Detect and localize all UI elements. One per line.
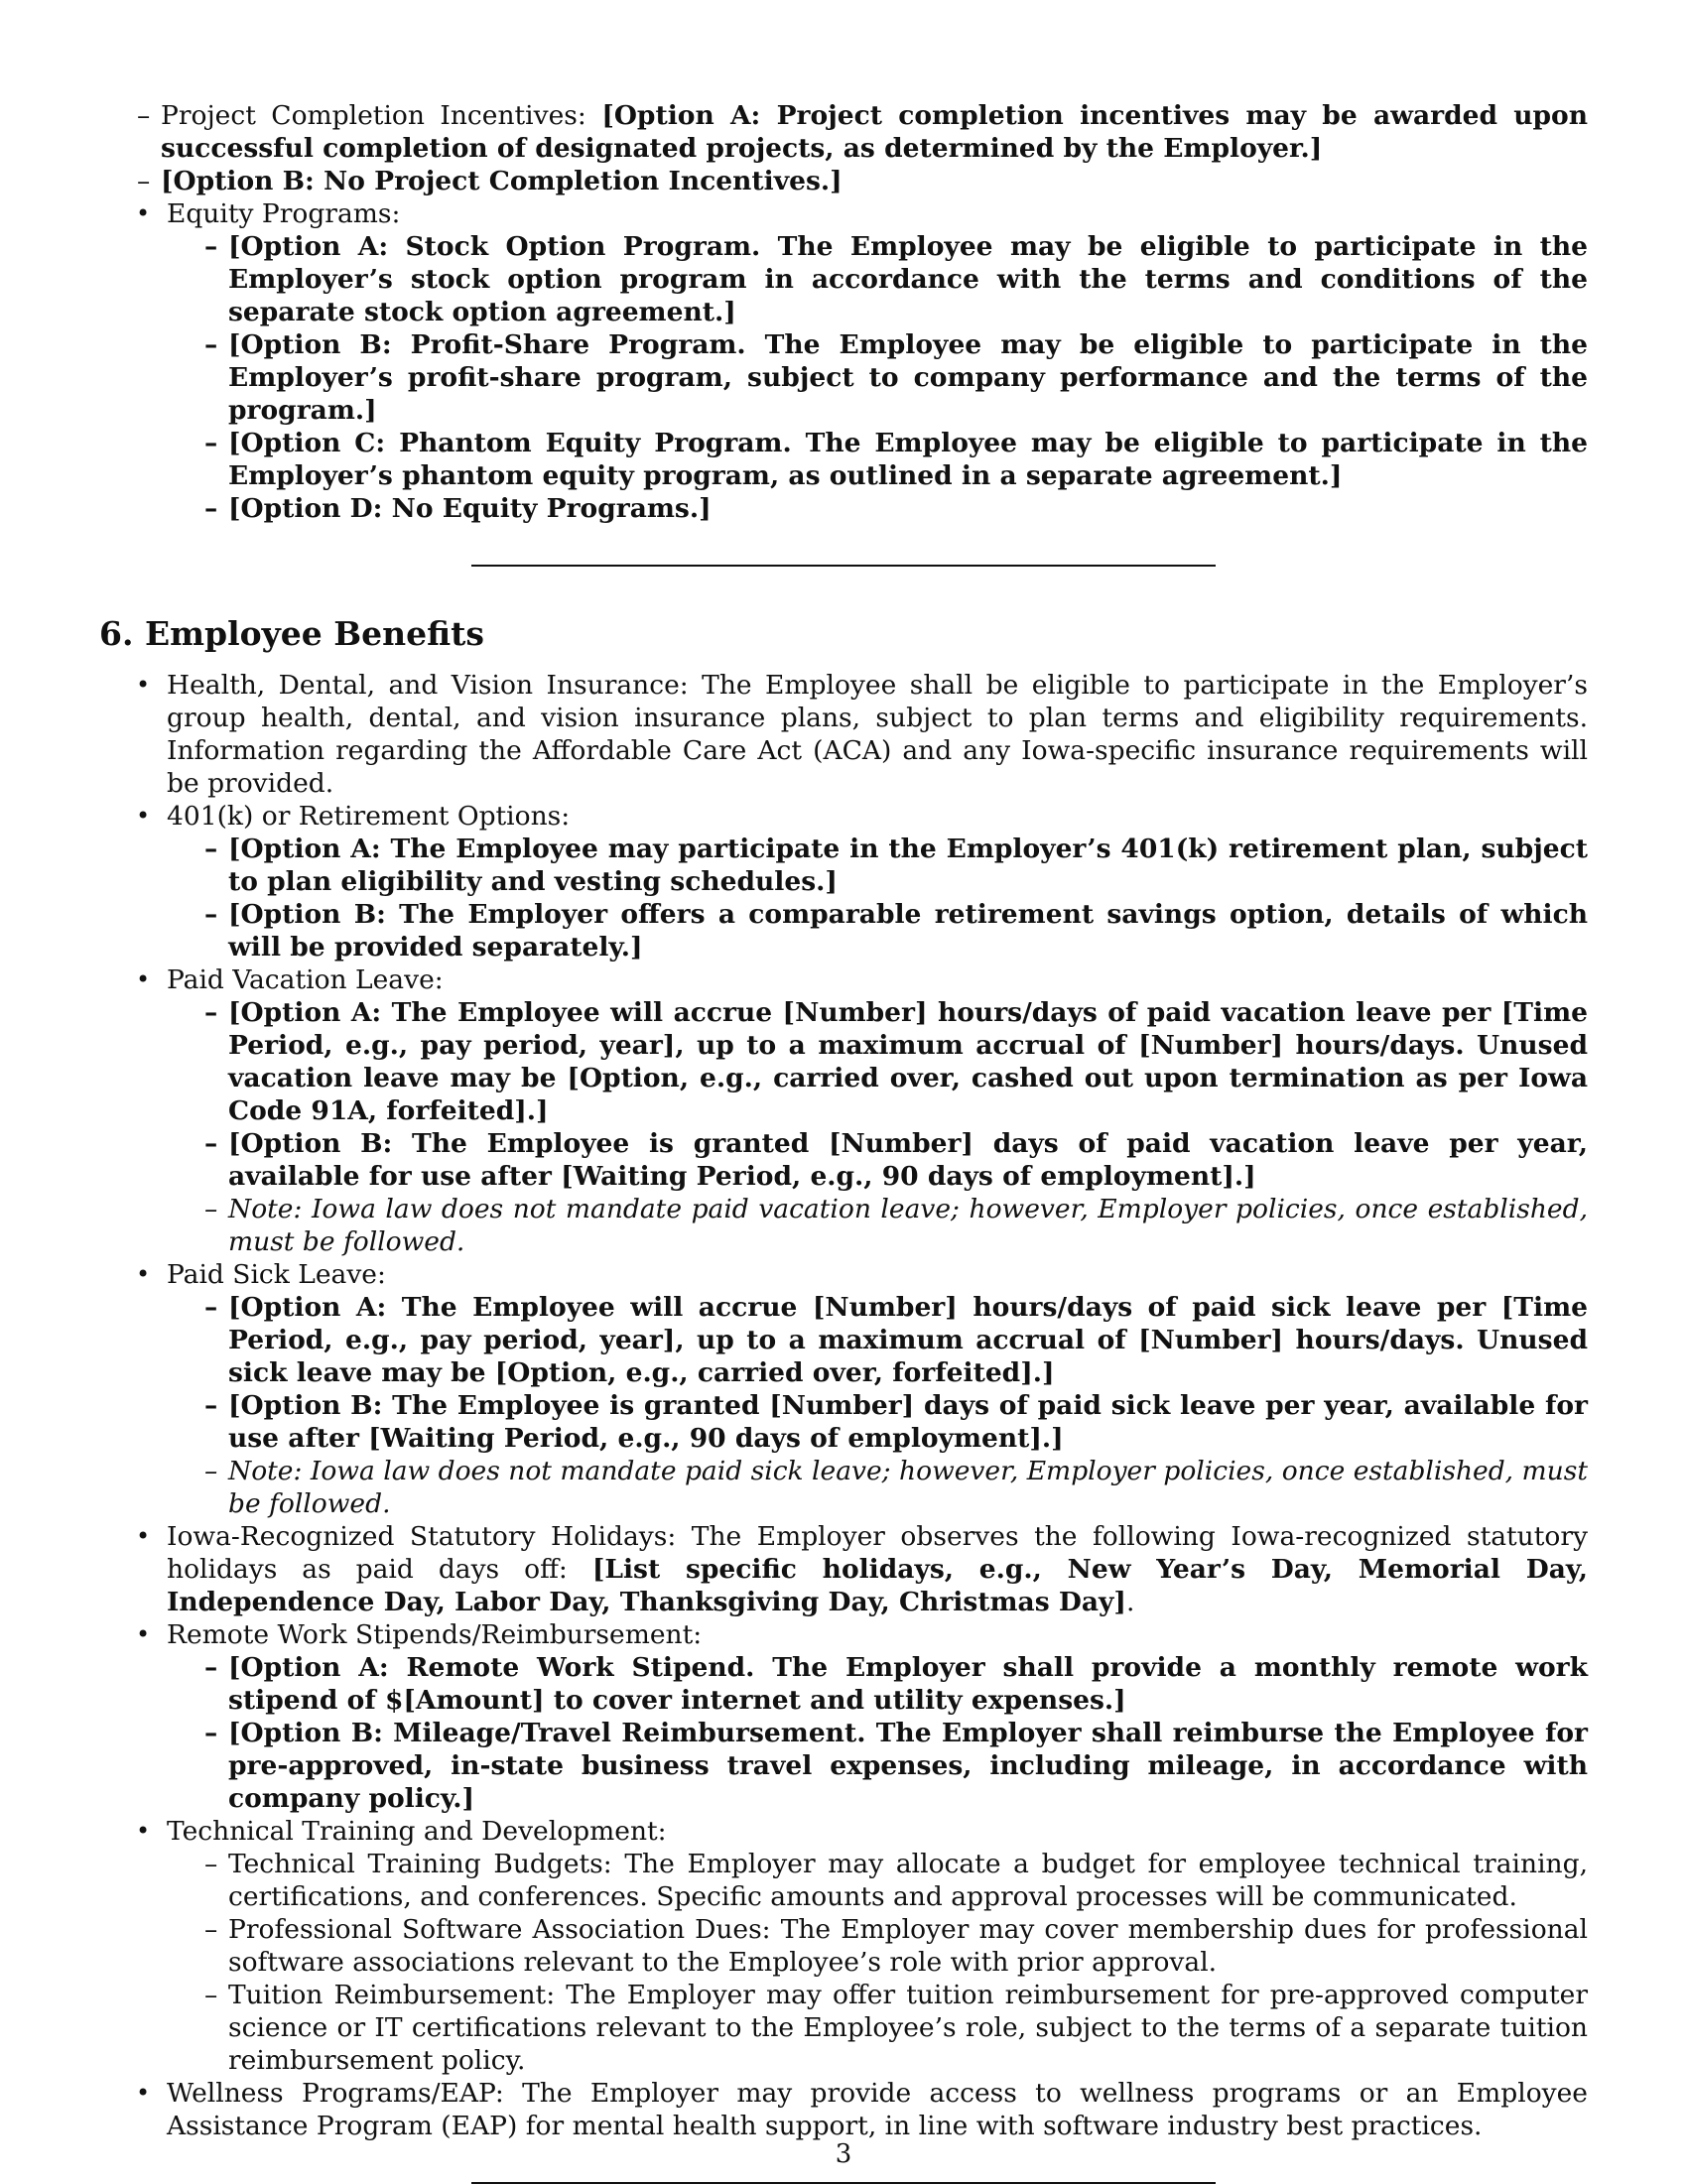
list-item: – Note: Iowa law does not mandate paid vacation leave; however, Employer policies, once established, must be followed. (167, 1193, 1588, 1258)
list-item: – [Option B: Profit-Share Program. The Employee may be eligible to participate in the Employer’s profit-share program, subject to company performance and the terms of the program.] (167, 328, 1588, 427)
page-number: 3 (835, 2139, 852, 2169)
list-item: – [Option B: Mileage/Travel Reimbursement. The Employer shall reimburse the Employee for pre-approved, in-state business travel expenses, including mileage, in accordance with company policy.] (167, 1717, 1588, 1815)
list-item: – [Option B: The Employee is granted [Number] days of paid vacation leave per year, available for use after [Waiting Period, e.g., 90 days of employment].] (167, 1127, 1588, 1193)
list-item: – Professional Software Association Dues: The Employer may cover membership dues for professional software associations relevant to the Employee’s role with prior approval. (167, 1913, 1588, 1979)
section-heading: 6. Employee Benefits (99, 614, 484, 653)
retirement-options (167, 833, 1588, 964)
list-item: • Iowa-Recognized Statutory Holidays: The Employer observes the following Iowa-recognized statutory holidays as paid days off: [List specific holidays, e.g., New Year’s Day, Memorial Day, Independence Day, Labor Day, Thanksgiving Day, Christmas Day]. (99, 1520, 1588, 1618)
list-item: – [Option A: The Employee will accrue [Number] hours/days of paid vacation leave per [Time Period, e.g., pay period, year], up to a maximum accrual of [Number] hours/days. Unused vacation leave may be [Option, e.g., carried over, cashed out upon termination as per Iowa Code 91A, forfeited].] (167, 996, 1588, 1127)
list-item: – [Option B: The Employee is granted [Number] days of paid sick leave per year, available for use after [Waiting Period, e.g., 90 days of employment].] (167, 1389, 1588, 1455)
list-item: • Technical Training and Development: – Technical Training Budgets: The Employer may allocate a budget for employee technical training, certifications, and conferences. Specific amounts and approval processes will be communicated. – Professional Software Association Dues: The Employer may cover membership dues for professional software associations relevant to the Employee’s role with prior approval. – Tuition Reimbursement: The Employer may offer tuition reimbursement for pre-approved computer science or IT certifications relevant to the Employee’s role, subject to the terms of a separate tuition reimbursement policy. (99, 1815, 1588, 2077)
list-item: • Remote Work Stipends/Reimbursement: – [Option A: Remote Work Stipend. The Employer shall provide a monthly remote work stipend of $[Amount] to cover internet and utility expenses.] – [Option B: Mileage/Travel Reimbursement. The Employer shall reimburse the Employee for pre-approved, in-state business travel expenses, including mileage, in accordance with company policy.] (99, 1618, 1588, 1815)
list-item: – Note: Iowa law does not mandate paid sick leave; however, Employer policies, once established, must be followed. (167, 1455, 1588, 1520)
equity-options (167, 230, 1588, 525)
sick-options (167, 1291, 1588, 1520)
list-item: • Wellness Programs/EAP: The Employer may provide access to wellness programs or an Employee Assistance Program (EAP) for mental health support, in line with software industry best practices. (99, 2077, 1588, 2142)
list-item: – [Option A: Stock Option Program. The Employee may be eligible to participate in the Employer’s stock option program in accordance with the terms and conditions of the separate stock option agreement.] (167, 230, 1588, 328)
list-item: – Technical Training Budgets: The Employer may allocate a budget for employee technical training, certifications, and conferences. Specific amounts and approval processes will be communicated. (167, 1848, 1588, 1913)
list-item: • Paid Vacation Leave: – [Option A: The Employee will accrue [Number] hours/days of paid vacation leave per [Time Period, e.g., pay period, year], up to a maximum accrual of [Number] hours/days. Unused vacation leave may be [Option, e.g., carried over, cashed out upon termination as per Iowa Code 91A, forfeited].] – [Option B: The Employee is granted [Number] days of paid vacation leave per year, available for use after [Waiting Period, e.g., 90 days of employment].] – Note: Iowa law does not mandate paid vacation leave; however, Employer policies, once established, must be followed. (99, 964, 1588, 1258)
list-item: – Tuition Reimbursement: The Employer may offer tuition reimbursement for pre-approved computer science or IT certifications relevant to the Employee’s role, subject to the terms of a separate tuition reimbursement policy. (167, 1979, 1588, 2077)
list-item: • Health, Dental, and Vision Insurance: The Employee shall be eligible to participate in the Employer’s group health, dental, and vision insurance plans, subject to plan terms and eligibility requirements. Information regarding the Affordable Care Act (ACA) and any Iowa-specific insurance requirements will be provided. (99, 669, 1588, 800)
list-item: • Paid Sick Leave: – [Option A: The Employee will accrue [Number] hours/days of paid sick leave per [Time Period, e.g., pay period, year], up to a maximum accrual of [Number] hours/days. Unused sick leave may be [Option, e.g., carried over, forfeited].] – [Option B: The Employee is granted [Number] days of paid sick leave per year, available for use after [Waiting Period, e.g., 90 days of employment].] – Note: Iowa law does not mandate paid sick leave; however, Employer policies, once established, must be followed. (99, 1258, 1588, 1520)
page-content (99, 99, 1588, 2184)
vacation-options (167, 996, 1588, 1258)
list-item: – [Option B: No Project Completion Incentives.] (99, 165, 1588, 197)
list-item: – [Option B: The Employer offers a comparable retirement savings option, details of which will be provided separately.] (167, 898, 1588, 964)
list-item: • Equity Programs: – [Option A: Stock Option Program. The Employee may be eligible to participate in the Employer’s stock option program in accordance with the terms and conditions of the separate stock option agreement.] – [Option B: Profit-Share Program. The Employee may be eligible to participate in the Employer’s profit-share program, subject to company performance and the terms of the program.] – [Option C: Phantom Equity Program. The Employee may be eligible to participate in the Employer’s phantom equity program, as outlined in a separate agreement.] – [Option D: No Equity Programs.] (99, 197, 1588, 525)
list-item: – [Option C: Phantom Equity Program. The Employee may be eligible to participate in the Employer’s phantom equity program, as outlined in a separate agreement.] (167, 427, 1588, 492)
training-items (167, 1848, 1588, 2077)
equity-programs-list (99, 197, 1588, 525)
section-divider (471, 565, 1216, 567)
list-item: – [Option A: The Employee may participate in the Employer’s 401(k) retirement plan, subject to plan eligibility and vesting schedules.] (167, 833, 1588, 898)
incentive-options-list (99, 99, 1588, 197)
remote-options (167, 1651, 1588, 1815)
list-item: – [Option A: The Employee will accrue [Number] hours/days of paid sick leave per [Time Period, e.g., pay period, year], up to a maximum accrual of [Number] hours/days. Unused sick leave may be [Option, e.g., carried over, forfeited].] (167, 1291, 1588, 1389)
list-item: • 401(k) or Retirement Options: – [Option A: The Employee may participate in the Employer’s 401(k) retirement plan, subject to plan eligibility and vesting schedules.] – [Option B: The Employer offers a comparable retirement savings option, details of which will be provided separately.] (99, 800, 1588, 964)
list-item: – [Option D: No Equity Programs.] (167, 492, 1588, 525)
list-item: – [Option A: Remote Work Stipend. The Employer shall provide a monthly remote work stipend of $[Amount] to cover internet and utility expenses.] (167, 1651, 1588, 1717)
list-item: – Project Completion Incentives: [Option A: Project completion incentives may be awarded upon successful completion of designated projects, as determined by the Employer.] (99, 99, 1588, 165)
benefits-list (99, 669, 1588, 2142)
